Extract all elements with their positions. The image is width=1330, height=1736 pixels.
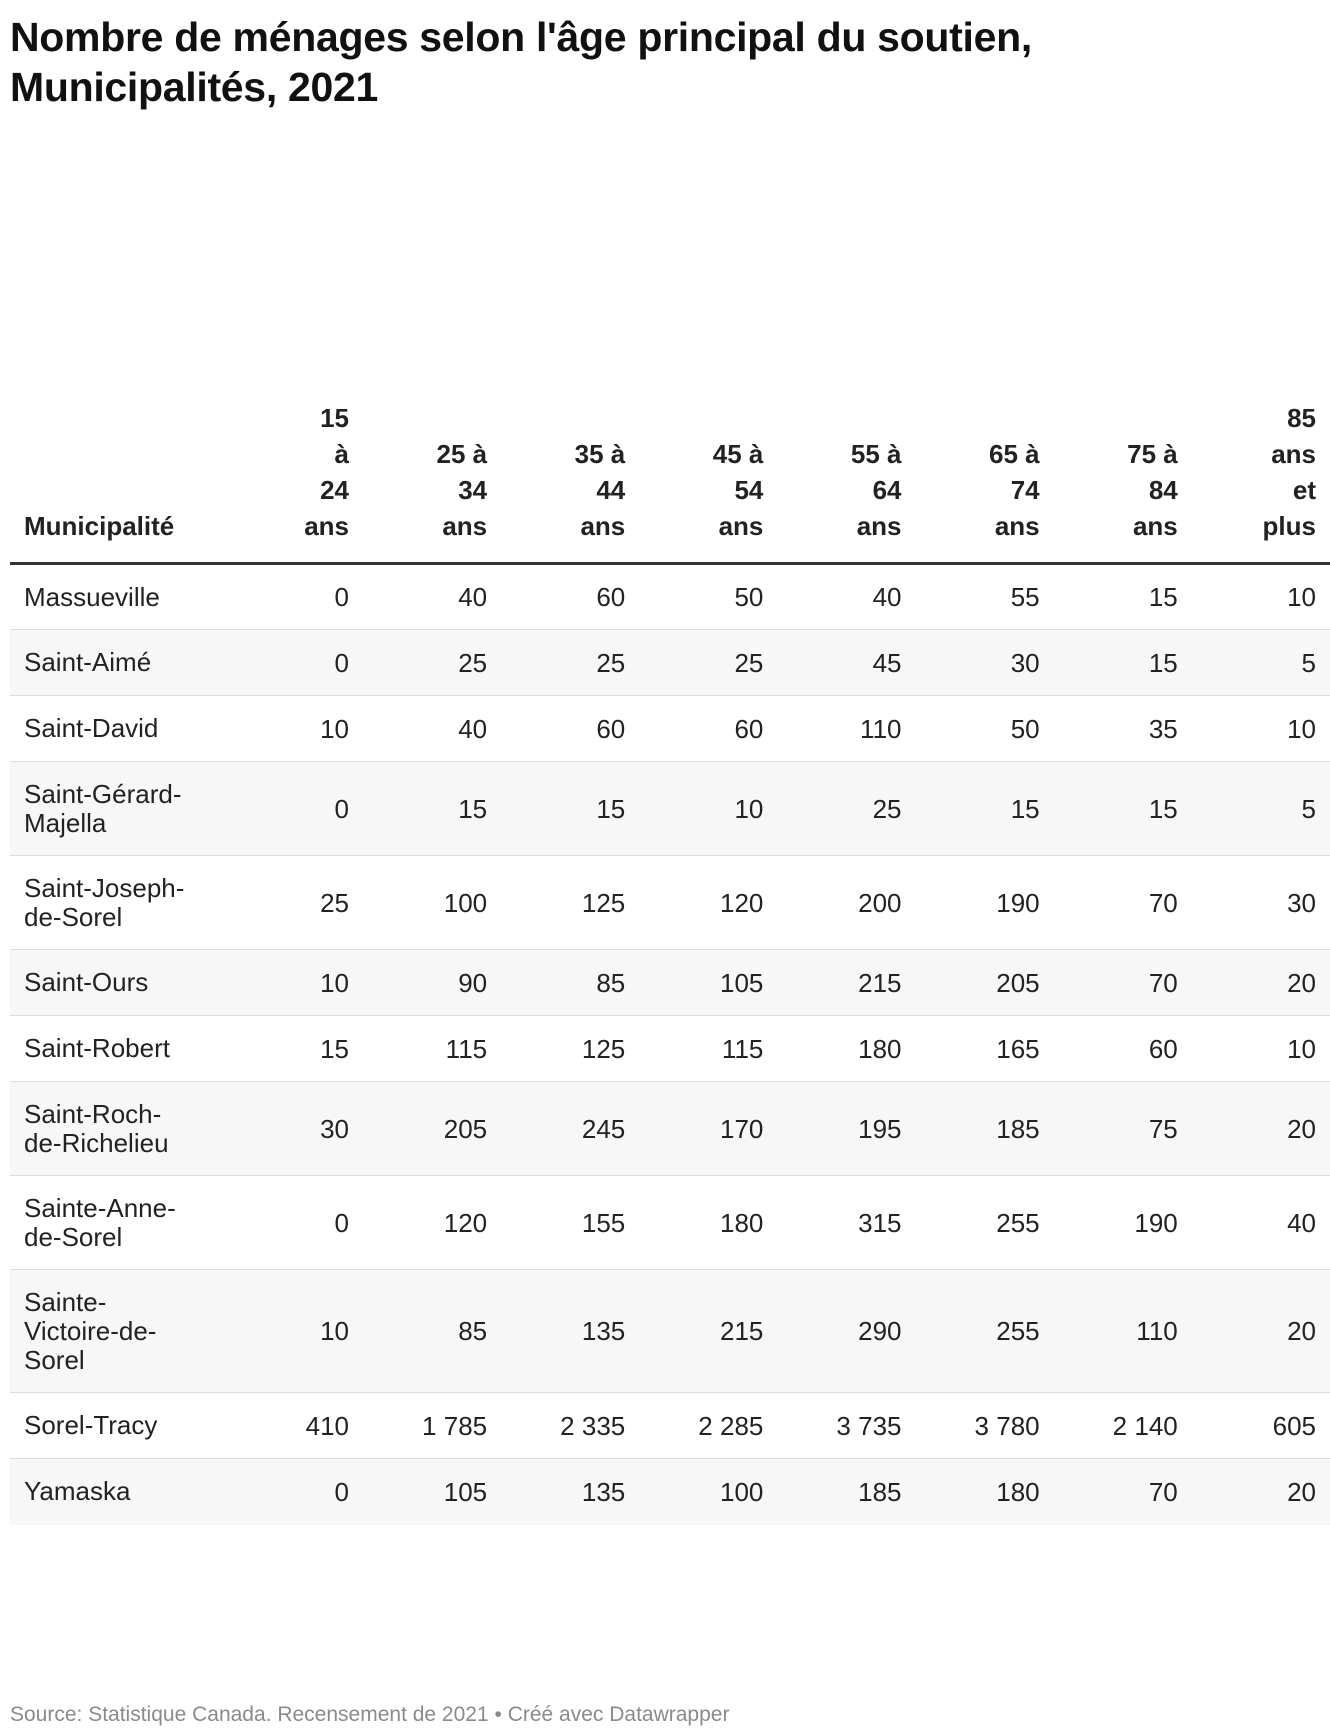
column-header-line: 84 <box>1148 475 1178 505</box>
value-cell-a15_24: 15 <box>225 1016 363 1082</box>
value-cell-a15_24: 10 <box>225 1270 363 1393</box>
column-header-line: ans <box>856 511 902 541</box>
municipality-cell <box>10 950 225 1016</box>
value-cell-a45_54: 25 <box>639 630 777 696</box>
value-cell-a45_54: 50 <box>639 564 777 630</box>
column-header-line: 55 à <box>850 439 902 469</box>
value-cell-a25_34: 115 <box>363 1016 501 1082</box>
column-header-line: Municipalité <box>24 511 175 541</box>
value-cell-a15_24: 410 <box>225 1393 363 1459</box>
header-row <box>10 400 1330 564</box>
municipality-name-line: Saint-Roch- <box>24 1098 162 1129</box>
value-cell-a45_54: 180 <box>639 1176 777 1270</box>
value-cell-a75_84: 75 <box>1054 1082 1192 1176</box>
value-cell-a15_24: 0 <box>225 564 363 630</box>
value-cell-a15_24: 25 <box>225 856 363 950</box>
value-cell-a65_74: 15 <box>916 762 1054 856</box>
value-cell-a55_64: 3 735 <box>777 1393 915 1459</box>
value-cell-a75_84: 110 <box>1054 1270 1192 1393</box>
value-cell-a25_34: 40 <box>363 696 501 762</box>
value-cell-a55_64: 110 <box>777 696 915 762</box>
value-cell-a55_64: 25 <box>777 762 915 856</box>
value-cell-a85_plus: 20 <box>1192 950 1330 1016</box>
column-header-line: 85 <box>1287 403 1316 433</box>
municipality-name-line: de-Sorel <box>24 901 123 932</box>
column-header-line: 54 <box>734 475 764 505</box>
value-cell-a65_74: 255 <box>916 1270 1054 1393</box>
value-cell-a85_plus: 40 <box>1192 1176 1330 1270</box>
value-cell-a75_84: 60 <box>1054 1016 1192 1082</box>
value-cell-a55_64: 180 <box>777 1016 915 1082</box>
value-cell-a85_plus: 20 <box>1192 1270 1330 1393</box>
chart-title: Nombre de ménages selon l'âge principal du soutien, Municipalités, 2021 <box>10 14 1032 110</box>
column-header-municipalite <box>10 400 225 564</box>
value-cell-a15_24: 0 <box>225 630 363 696</box>
value-cell-a85_plus: 30 <box>1192 856 1330 950</box>
municipality-name-line: Victoire-de- <box>24 1315 157 1346</box>
municipality-name-line: Yamaska <box>24 1476 131 1507</box>
value-cell-a85_plus: 5 <box>1192 762 1330 856</box>
table-row <box>10 1176 1330 1270</box>
value-cell-a85_plus: 5 <box>1192 630 1330 696</box>
column-header-line: 64 <box>872 475 902 505</box>
value-cell-a85_plus: 20 <box>1192 1459 1330 1525</box>
value-cell-a15_24: 10 <box>225 696 363 762</box>
value-cell-a45_54: 215 <box>639 1270 777 1393</box>
value-cell-a55_64: 40 <box>777 564 915 630</box>
value-cell-a55_64: 195 <box>777 1082 915 1176</box>
column-header-a45_54 <box>639 400 777 564</box>
value-cell-a75_84: 70 <box>1054 950 1192 1016</box>
value-cell-a65_74: 180 <box>916 1459 1054 1525</box>
value-cell-a35_44: 155 <box>501 1176 639 1270</box>
column-header-line: 45 à <box>712 439 764 469</box>
value-cell-a25_34: 40 <box>363 564 501 630</box>
value-cell-a35_44: 60 <box>501 696 639 762</box>
column-header-line: 25 à <box>436 439 488 469</box>
value-cell-a65_74: 190 <box>916 856 1054 950</box>
value-cell-a35_44: 25 <box>501 630 639 696</box>
value-cell-a55_64: 45 <box>777 630 915 696</box>
table-row <box>10 1270 1330 1393</box>
value-cell-a75_84: 15 <box>1054 630 1192 696</box>
municipality-name-line: Saint-Ours <box>24 967 149 997</box>
column-header-line: et <box>1292 475 1316 505</box>
credit-text: Créé avec Datawrapper <box>507 1703 730 1726</box>
value-cell-a85_plus: 10 <box>1192 1016 1330 1082</box>
column-header-line: 34 <box>458 475 488 505</box>
municipality-cell <box>10 1459 225 1525</box>
source-footer <box>10 1703 729 1727</box>
column-header-a65_74 <box>916 400 1054 564</box>
value-cell-a15_24: 10 <box>225 950 363 1016</box>
value-cell-a45_54: 170 <box>639 1082 777 1176</box>
column-header-a25_34 <box>363 400 501 564</box>
value-cell-a65_74: 205 <box>916 950 1054 1016</box>
municipality-cell <box>10 696 225 762</box>
municipality-cell <box>10 856 225 950</box>
municipality-cell <box>10 1270 225 1393</box>
value-cell-a75_84: 15 <box>1054 564 1192 630</box>
data-table-container <box>10 400 1316 1682</box>
value-cell-a65_74: 30 <box>916 630 1054 696</box>
value-cell-a15_24: 0 <box>225 762 363 856</box>
value-cell-a35_44: 245 <box>501 1082 639 1176</box>
column-header-line: 65 à <box>989 439 1040 469</box>
municipality-cell <box>10 762 225 856</box>
value-cell-a65_74: 165 <box>916 1016 1054 1082</box>
municipality-name-line: Majella <box>24 807 107 838</box>
table-row <box>10 950 1330 1016</box>
value-cell-a25_34: 1 785 <box>363 1393 501 1459</box>
column-header-line: 15 <box>320 403 349 433</box>
value-cell-a65_74: 50 <box>916 696 1054 762</box>
value-cell-a25_34: 15 <box>363 762 501 856</box>
table-body <box>10 564 1330 1525</box>
value-cell-a45_54: 60 <box>639 696 777 762</box>
value-cell-a25_34: 85 <box>363 1270 501 1393</box>
value-cell-a65_74: 185 <box>916 1082 1054 1176</box>
value-cell-a55_64: 185 <box>777 1459 915 1525</box>
column-header-a35_44 <box>501 400 639 564</box>
data-table <box>10 400 1330 1525</box>
column-header-line: ans <box>1132 511 1178 541</box>
column-header-line: ans <box>1271 439 1316 469</box>
value-cell-a55_64: 200 <box>777 856 915 950</box>
value-cell-a55_64: 215 <box>777 950 915 1016</box>
column-header-a15_24 <box>225 400 363 564</box>
column-header-line: 24 <box>320 475 349 505</box>
municipality-cell <box>10 564 225 630</box>
column-header-line: ans <box>442 511 488 541</box>
municipality-name-line: de-Richelieu <box>24 1127 169 1158</box>
table-row <box>10 1082 1330 1176</box>
municipality-cell <box>10 630 225 696</box>
column-header-line: ans <box>718 511 764 541</box>
municipality-name-line: Saint-Aimé <box>24 647 152 677</box>
column-header-line: ans <box>994 511 1040 541</box>
municipality-name-line: Sorel-Tracy <box>24 1410 158 1440</box>
municipality-name-line: Sainte- <box>24 1286 107 1317</box>
column-header-line: 75 à <box>1127 439 1178 469</box>
table-row <box>10 564 1330 630</box>
table-row <box>10 1016 1330 1082</box>
value-cell-a85_plus: 605 <box>1192 1393 1330 1459</box>
value-cell-a65_74: 3 780 <box>916 1393 1054 1459</box>
value-cell-a25_34: 105 <box>363 1459 501 1525</box>
value-cell-a45_54: 120 <box>639 856 777 950</box>
value-cell-a35_44: 125 <box>501 1016 639 1082</box>
value-cell-a45_54: 105 <box>639 950 777 1016</box>
column-header-line: 44 <box>596 475 626 505</box>
municipality-name-line: Saint-Robert <box>24 1033 170 1063</box>
table-row <box>10 630 1330 696</box>
value-cell-a65_74: 55 <box>916 564 1054 630</box>
value-cell-a55_64: 315 <box>777 1176 915 1270</box>
value-cell-a65_74: 255 <box>916 1176 1054 1270</box>
municipality-name-line: Saint-Joseph- <box>24 872 185 903</box>
table-row <box>10 856 1330 950</box>
table-row <box>10 696 1330 762</box>
value-cell-a75_84: 190 <box>1054 1176 1192 1270</box>
footer-separator: • <box>488 1703 508 1726</box>
municipality-name-line: de-Sorel <box>24 1221 123 1252</box>
value-cell-a45_54: 2 285 <box>639 1393 777 1459</box>
value-cell-a45_54: 115 <box>639 1016 777 1082</box>
municipality-cell <box>10 1082 225 1176</box>
value-cell-a35_44: 135 <box>501 1459 639 1525</box>
value-cell-a85_plus: 10 <box>1192 564 1330 630</box>
value-cell-a35_44: 2 335 <box>501 1393 639 1459</box>
value-cell-a75_84: 70 <box>1054 856 1192 950</box>
value-cell-a15_24: 0 <box>225 1176 363 1270</box>
source-text: Source: Statistique Canada. Recensement de 2021 <box>10 1703 489 1726</box>
municipality-name-line: Massueville <box>24 581 160 612</box>
value-cell-a35_44: 15 <box>501 762 639 856</box>
table-row <box>10 762 1330 856</box>
municipality-cell <box>10 1176 225 1270</box>
column-header-line: 74 <box>1010 475 1040 505</box>
table-row <box>10 1393 1330 1459</box>
value-cell-a35_44: 135 <box>501 1270 639 1393</box>
municipality-name-line: Saint-Gérard- <box>24 778 182 809</box>
value-cell-a75_84: 70 <box>1054 1459 1192 1525</box>
value-cell-a35_44: 125 <box>501 856 639 950</box>
value-cell-a25_34: 90 <box>363 950 501 1016</box>
column-header-a55_64 <box>777 400 915 564</box>
table-header <box>10 400 1330 564</box>
column-header-line: 35 à <box>574 439 626 469</box>
value-cell-a55_64: 290 <box>777 1270 915 1393</box>
column-header-a75_84 <box>1054 400 1192 564</box>
column-header-line: ans <box>304 511 349 541</box>
value-cell-a15_24: 30 <box>225 1082 363 1176</box>
column-header-line: plus <box>1262 511 1316 541</box>
value-cell-a15_24: 0 <box>225 1459 363 1525</box>
value-cell-a25_34: 205 <box>363 1082 501 1176</box>
value-cell-a75_84: 2 140 <box>1054 1393 1192 1459</box>
column-header-line: ans <box>580 511 626 541</box>
municipality-cell <box>10 1016 225 1082</box>
municipality-name-line: Sorel <box>24 1344 85 1375</box>
table-row <box>10 1459 1330 1525</box>
municipality-name-line: Sainte-Anne- <box>24 1192 176 1223</box>
value-cell-a85_plus: 20 <box>1192 1082 1330 1176</box>
value-cell-a45_54: 100 <box>639 1459 777 1525</box>
municipality-name-line: Saint-David <box>24 713 159 743</box>
column-header-a85_plus <box>1192 400 1330 564</box>
value-cell-a75_84: 35 <box>1054 696 1192 762</box>
value-cell-a75_84: 15 <box>1054 762 1192 856</box>
value-cell-a45_54: 10 <box>639 762 777 856</box>
value-cell-a35_44: 60 <box>501 564 639 630</box>
municipality-cell <box>10 1393 225 1459</box>
value-cell-a35_44: 85 <box>501 950 639 1016</box>
value-cell-a25_34: 25 <box>363 630 501 696</box>
value-cell-a25_34: 120 <box>363 1176 501 1270</box>
value-cell-a85_plus: 10 <box>1192 696 1330 762</box>
column-header-line: à <box>334 439 349 469</box>
value-cell-a25_34: 100 <box>363 856 501 950</box>
